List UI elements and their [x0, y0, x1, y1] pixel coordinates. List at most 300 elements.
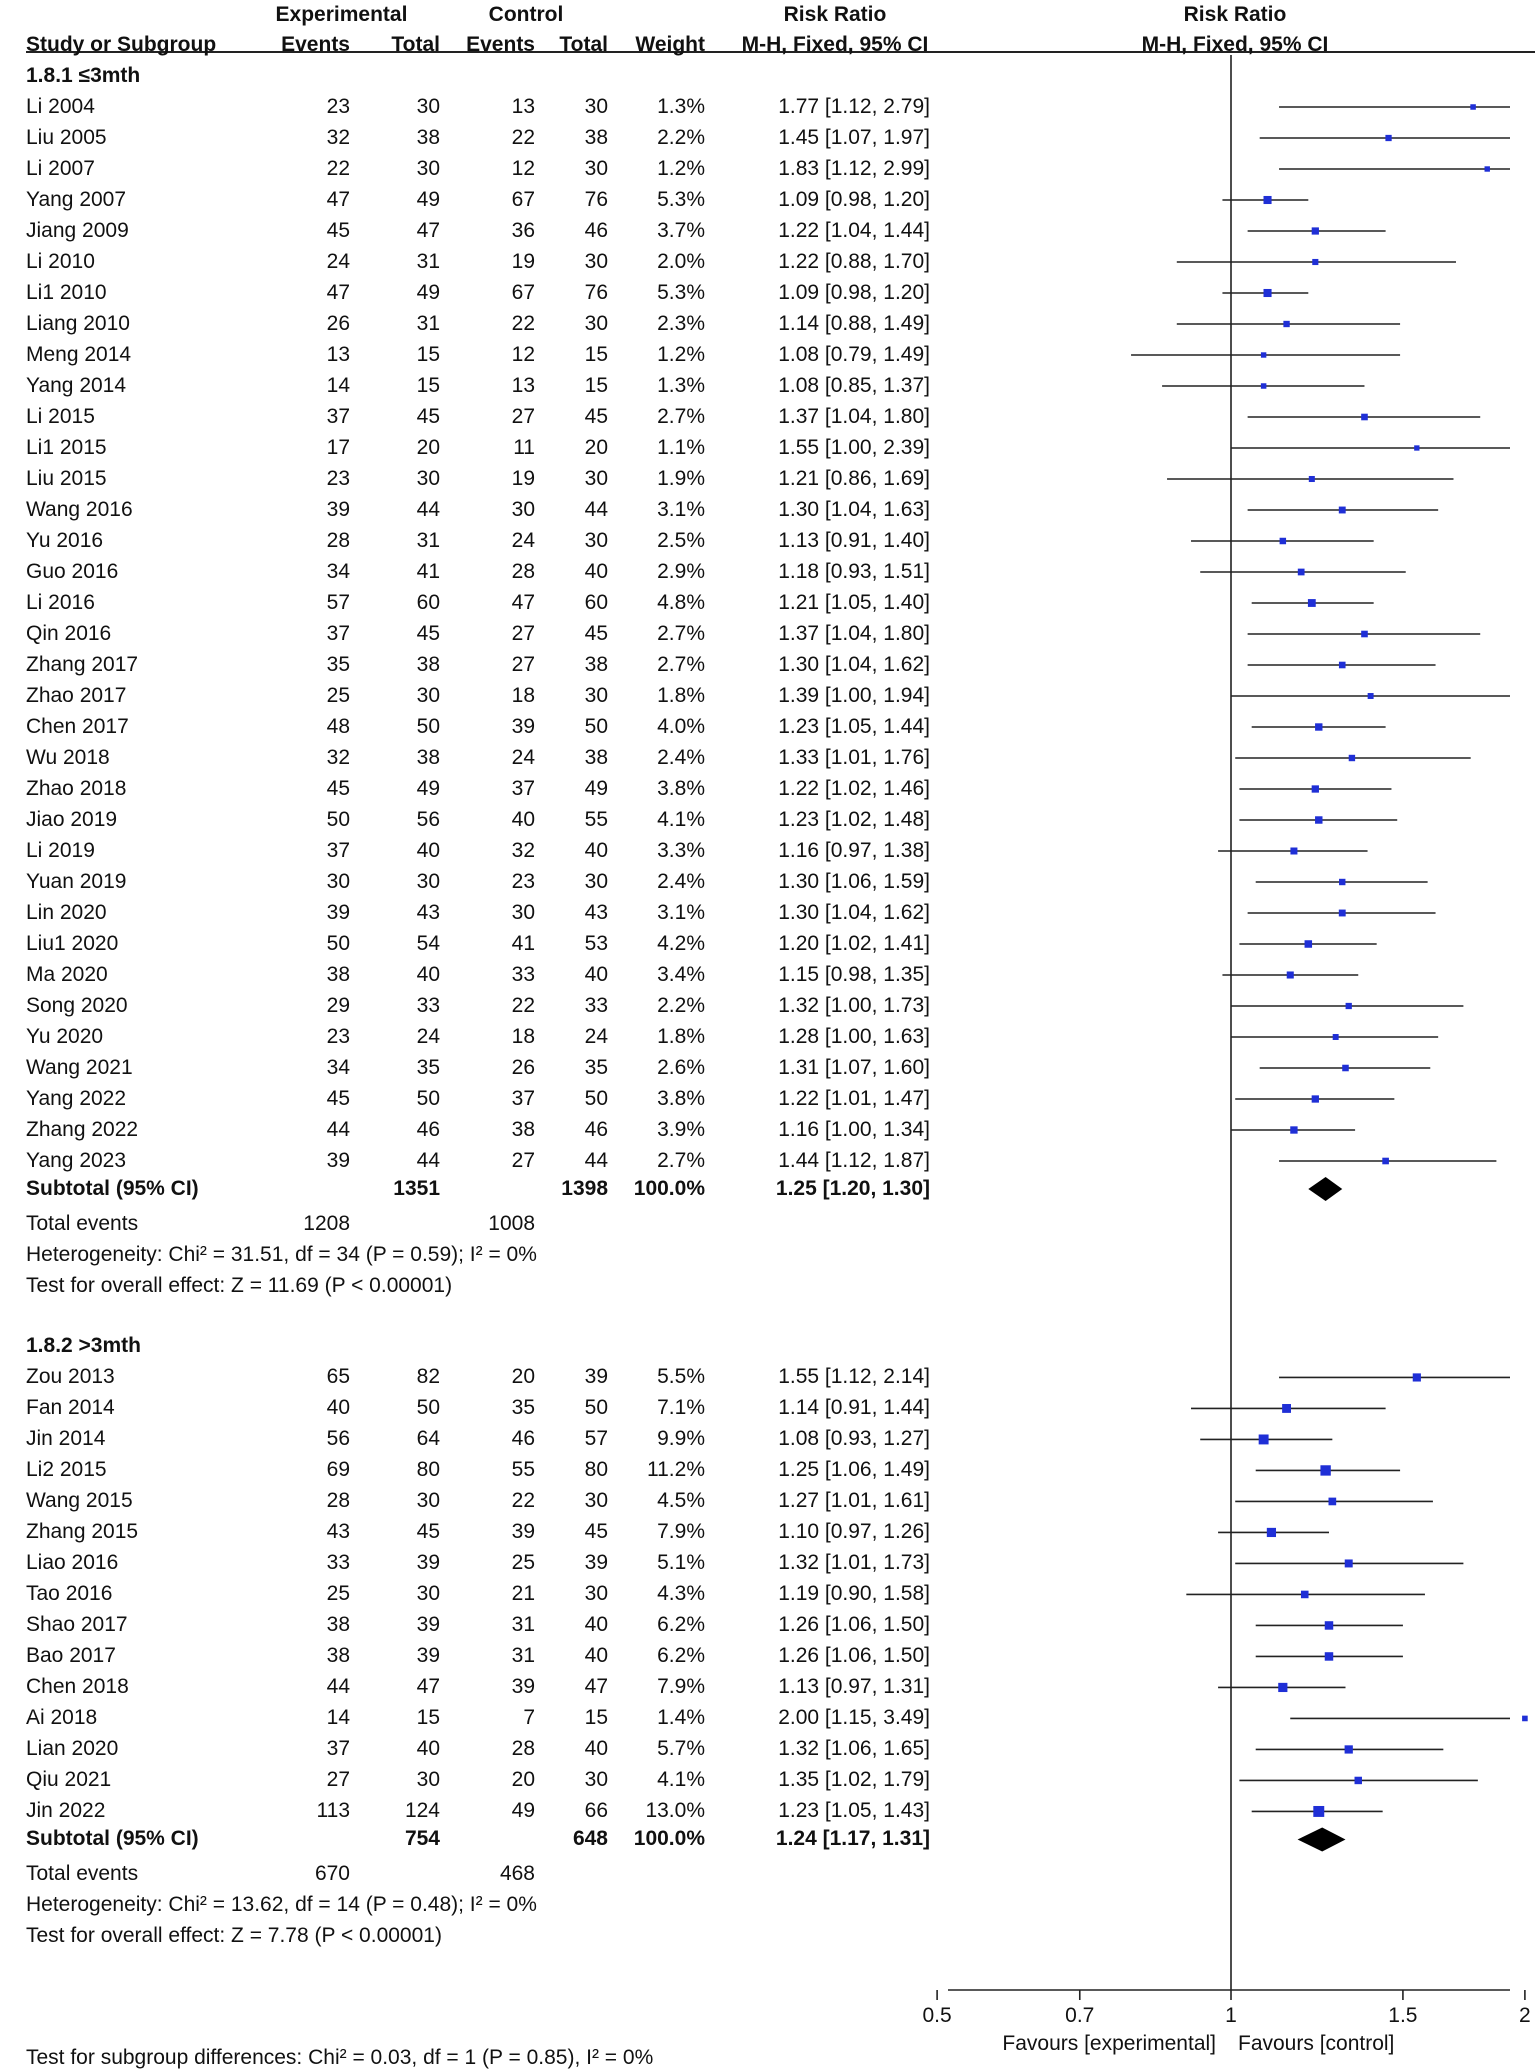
subgroup-2-study-row-9-marker — [1325, 1621, 1333, 1629]
subgroup-2-study-row-14-ci: 1.35 [1.02, 1.79] — [778, 1768, 930, 1792]
subgroup-1-study-row-21-exp-events: 48 — [326, 715, 350, 738]
subgroup-1-study-row-30-ctl-total: 33 — [584, 994, 608, 1017]
subgroup-1-study-row-33-study: Yang 2022 — [26, 1087, 127, 1110]
subgroup-1-overall-effect: Test for overall effect: Z = 11.69 (P < 0.00001) — [26, 1274, 453, 1297]
subgroup-1-study-row-31-ctl-events: 18 — [511, 1025, 535, 1048]
subgroup-2-study-row-2-weight: 7.1% — [657, 1396, 705, 1420]
subgroup-1-study-row-9-ctl-total: 15 — [584, 343, 608, 366]
subgroup-1-study-row-14-ctl-total: 44 — [584, 498, 608, 521]
subgroup-2-study-row-6-exp-events: 43 — [326, 1520, 350, 1544]
subgroup-1-study-row-32-weight: 2.6% — [657, 1056, 705, 1079]
subgroup-1-study-row-25-ci: 1.16 [0.97, 1.38] — [778, 839, 930, 862]
subgroup-2-total-events-exp: 670 — [314, 1862, 350, 1886]
subgroup-1-study-row-29-ctl-total: 40 — [584, 963, 608, 986]
subgroup-2-study-row-8-ctl-total: 30 — [584, 1582, 608, 1606]
subgroup-1-study-row-32-ctl-events: 26 — [511, 1056, 535, 1079]
subgroup-2-study-row-6-study: Zhang 2015 — [26, 1520, 139, 1544]
subgroup-2-heterogeneity: Heterogeneity: Chi² = 13.62, df = 14 (P = 0.48); I² = 0% — [26, 1893, 537, 1917]
subgroup-1-study-row-11-exp-total: 45 — [416, 405, 440, 428]
subgroup-1-study-row-35-ctl-total: 44 — [584, 1149, 608, 1172]
subgroup-2-study-row-2-study: Fan 2014 — [26, 1396, 115, 1420]
header-study-or-subgroup: Study or Subgroup — [26, 33, 217, 56]
subgroup-1-study-row-25-marker — [1290, 848, 1297, 855]
subgroup-2-total-events-label: Total events — [26, 1862, 139, 1886]
subgroup-1-study-row-8-weight: 2.3% — [657, 312, 705, 335]
subgroup-1-total-events-ctl: 1008 — [488, 1212, 535, 1235]
subgroup-2-study-row-8-ctl-events: 21 — [511, 1582, 535, 1606]
subgroup-1-study-row-28-study: Liu1 2020 — [26, 932, 119, 955]
subgroup-1-study-row-4-study: Yang 2007 — [26, 188, 127, 211]
subgroup-1-study-row-7-weight: 5.3% — [657, 281, 705, 304]
subgroup-1-total-events-exp: 1208 — [303, 1212, 350, 1235]
subgroup-1-study-row-13-ci: 1.21 [0.86, 1.69] — [778, 467, 930, 490]
subgroup-2-study-row-8-exp-total: 30 — [416, 1582, 440, 1606]
subgroup-2-study-row-5-ci: 1.27 [1.01, 1.61] — [778, 1489, 930, 1513]
subgroup-1-study-row-23-weight: 3.8% — [657, 777, 705, 800]
subgroup-1-study-row-16-exp-events: 34 — [326, 560, 350, 583]
subgroup-1-study-row-23-exp-total: 49 — [416, 777, 440, 800]
subgroup-2-study-row-7-study: Liao 2016 — [26, 1551, 119, 1575]
x-tick-label-0.5: 0.5 — [922, 2004, 952, 2027]
subgroup-2-study-row-6-weight: 7.9% — [657, 1520, 705, 1544]
subgroup-1-study-row-7-exp-events: 47 — [326, 281, 350, 304]
subgroup-1-study-row-15-exp-events: 28 — [326, 529, 350, 552]
subgroup-2-study-row-11-ctl-events: 39 — [511, 1675, 535, 1699]
subgroup-1-study-row-11-exp-events: 37 — [326, 405, 350, 428]
subgroup-1-study-row-5-ctl-events: 36 — [511, 219, 535, 242]
subgroup-1-study-row-18-ci: 1.37 [1.04, 1.80] — [778, 622, 930, 645]
subgroup-1-study-row-20-ctl-events: 18 — [511, 684, 535, 707]
subgroup-2-study-row-11-exp-events: 44 — [326, 1675, 350, 1699]
subgroup-1-study-row-35-ctl-events: 27 — [511, 1149, 535, 1172]
subgroup-1-study-row-17-marker — [1308, 599, 1316, 607]
subgroup-1-study-row-31-exp-events: 23 — [326, 1025, 350, 1048]
subgroup-2-study-row-15-ctl-events: 49 — [511, 1799, 535, 1823]
subgroup-1-study-row-9-study: Meng 2014 — [26, 343, 132, 366]
subgroup-1-study-row-14-exp-events: 39 — [326, 498, 350, 521]
subgroup-1-study-row-2-study: Liu 2005 — [26, 126, 107, 149]
subgroup-1-study-row-32-exp-events: 34 — [326, 1056, 350, 1079]
subgroup-1-study-row-19-marker — [1339, 662, 1346, 669]
subgroup-2-study-row-5-ctl-events: 22 — [511, 1489, 535, 1513]
subgroup-1-study-row-19-ctl-total: 38 — [584, 653, 608, 676]
subgroup-1-study-row-7-marker — [1264, 289, 1272, 297]
subgroup-2-study-row-11-ctl-total: 47 — [584, 1675, 608, 1699]
subgroup-2-study-row-1-weight: 5.5% — [657, 1365, 705, 1389]
subgroup-1-study-row-27-marker — [1339, 910, 1346, 917]
subgroup-2-study-row-13-marker — [1345, 1745, 1353, 1753]
subgroup-1-study-row-16-weight: 2.9% — [657, 560, 705, 583]
subgroup-2-study-row-5-study: Wang 2015 — [26, 1489, 133, 1513]
subgroup-2-study-row-7-marker — [1345, 1559, 1353, 1567]
subgroup-1-study-row-33-weight: 3.8% — [657, 1087, 705, 1110]
subgroup-1-study-row-34-ctl-total: 46 — [584, 1118, 608, 1141]
subgroup-1-study-row-35-exp-total: 44 — [416, 1149, 440, 1172]
subgroup-1-study-row-6-study: Li 2010 — [26, 250, 95, 273]
subgroup-1-study-row-10-exp-events: 14 — [326, 374, 350, 397]
subgroup-1-study-row-2-exp-events: 32 — [326, 126, 350, 149]
subgroup-1-study-row-6-marker — [1312, 259, 1318, 265]
subgroup-1-study-row-9-ctl-events: 12 — [511, 343, 535, 366]
subgroup-1-study-row-13-exp-total: 30 — [416, 467, 440, 490]
subgroup-2-study-row-8-study: Tao 2016 — [26, 1582, 113, 1606]
subgroup-1-study-row-8-marker — [1283, 321, 1289, 327]
subgroup-1-study-row-34-exp-total: 46 — [416, 1118, 440, 1141]
subgroup-1-study-row-21-study: Chen 2017 — [26, 715, 129, 738]
subgroup-1-study-row-30-ctl-events: 22 — [511, 994, 535, 1017]
subgroup-1-study-row-1-ctl-events: 13 — [511, 95, 535, 118]
subgroup-1-study-row-5-study: Jiang 2009 — [26, 219, 129, 242]
subgroup-1-study-row-1-exp-total: 30 — [416, 95, 440, 118]
x-tick-label-1.5: 1.5 — [1388, 2004, 1418, 2027]
subgroup-2-study-row-7-weight: 5.1% — [657, 1551, 705, 1575]
x-tick-label-0.7: 0.7 — [1065, 2004, 1095, 2027]
subgroup-1-study-row-18-ctl-events: 27 — [511, 622, 535, 645]
subgroup-2-study-row-2-ctl-total: 50 — [584, 1396, 608, 1420]
subgroup-2-study-row-1-marker — [1413, 1373, 1421, 1381]
subgroup-1-study-row-13-marker — [1309, 476, 1315, 482]
subgroup-1-study-row-25-ctl-events: 32 — [511, 839, 535, 862]
subgroup-1-study-row-16-study: Guo 2016 — [26, 560, 119, 583]
subgroup-2-study-row-11-ci: 1.13 [0.97, 1.31] — [778, 1675, 930, 1699]
subgroup-1-study-row-22-exp-events: 32 — [326, 746, 350, 769]
subgroup-2-study-row-2-marker — [1282, 1404, 1291, 1413]
subgroup-2-study-row-9-study: Shao 2017 — [26, 1613, 128, 1637]
subgroup-2-study-row-13-weight: 5.7% — [657, 1737, 705, 1761]
subgroup-2-study-row-15-ci: 1.23 [1.05, 1.43] — [778, 1799, 930, 1823]
subgroup-1-study-row-4-ctl-total: 76 — [584, 188, 608, 211]
subgroup-1-study-row-32-exp-total: 35 — [416, 1056, 440, 1079]
subgroup-1-study-row-5-weight: 3.7% — [657, 219, 705, 242]
subgroup-2-study-row-9-exp-total: 39 — [416, 1613, 440, 1637]
subgroup-2-study-row-7-ctl-events: 25 — [511, 1551, 535, 1575]
subgroup-1-study-row-5-marker — [1312, 227, 1319, 234]
subgroup-2-study-row-13-ctl-total: 40 — [584, 1737, 608, 1761]
subgroup-1-study-row-7-ctl-total: 76 — [584, 281, 608, 304]
subgroup-1-study-row-12-marker — [1414, 445, 1419, 450]
header-total-experimental: Total — [391, 33, 440, 56]
subgroup-1-study-row-33-marker — [1312, 1095, 1319, 1102]
subgroup-1-study-row-15-ci: 1.13 [0.91, 1.40] — [778, 529, 930, 552]
subgroup-1-study-row-29-exp-events: 38 — [326, 963, 350, 986]
subgroup-2-study-row-13-exp-total: 40 — [416, 1737, 440, 1761]
subgroup-1-study-row-6-ci: 1.22 [0.88, 1.70] — [778, 250, 930, 273]
subgroup-1-study-row-14-exp-total: 44 — [416, 498, 440, 521]
subgroup-1-study-row-28-weight: 4.2% — [657, 932, 705, 955]
subgroup-1-study-row-23-study: Zhao 2018 — [26, 777, 127, 800]
subgroup-2-study-row-1-exp-events: 65 — [326, 1365, 350, 1389]
subgroup-1-study-row-1-marker — [1470, 104, 1476, 110]
subgroup-1-study-row-17-ctl-events: 47 — [511, 591, 535, 614]
subgroup-1-study-row-29-marker — [1287, 971, 1294, 978]
subgroup-1-study-row-14-weight: 3.1% — [657, 498, 705, 521]
subgroup-1-study-row-11-ctl-total: 45 — [584, 405, 608, 428]
subgroup-1-study-row-2-marker — [1385, 135, 1391, 141]
subgroup-1-study-row-11-ci: 1.37 [1.04, 1.80] — [778, 405, 930, 428]
subgroup-2-overall-effect: Test for overall effect: Z = 7.78 (P < 0.00001) — [26, 1924, 442, 1948]
subgroup-1-label: 1.8.1 ≤3mth — [26, 64, 141, 87]
subgroup-1-total-events-label: Total events — [26, 1212, 139, 1235]
subgroup-1-study-row-19-exp-total: 38 — [416, 653, 440, 676]
subgroup-1-study-row-10-ctl-events: 13 — [511, 374, 535, 397]
subgroup-1-study-row-24-ctl-total: 55 — [584, 808, 608, 831]
subgroup-1-study-row-20-weight: 1.8% — [657, 684, 705, 707]
subgroup-2-study-row-2-ci: 1.14 [0.91, 1.44] — [778, 1396, 930, 1420]
subgroup-1-subtotal-weight: 100.0% — [633, 1177, 705, 1200]
subgroup-1-study-row-21-marker — [1315, 723, 1322, 730]
subgroup-2-study-row-12-weight: 1.4% — [657, 1706, 705, 1730]
subgroup-1-study-row-9-exp-total: 15 — [416, 343, 440, 366]
header-risk-ratio-left: Risk Ratio — [783, 3, 887, 26]
subgroup-1-study-row-17-ctl-total: 60 — [584, 591, 608, 614]
subgroup-1-study-row-3-weight: 1.2% — [657, 157, 705, 180]
subgroup-2-study-row-10-ctl-events: 31 — [511, 1644, 535, 1668]
subgroup-2-study-row-12-marker — [1522, 1716, 1528, 1722]
subgroup-2-study-row-15-weight: 13.0% — [645, 1799, 705, 1823]
subgroup-1-study-row-28-ctl-total: 53 — [584, 932, 608, 955]
subgroup-1-study-row-12-exp-events: 17 — [326, 436, 350, 459]
subgroup-1-study-row-22-weight: 2.4% — [657, 746, 705, 769]
subgroup-1-study-row-21-ctl-total: 50 — [584, 715, 608, 738]
subgroup-1-study-row-16-exp-total: 41 — [416, 560, 440, 583]
subgroup-1-study-row-10-weight: 1.3% — [657, 374, 705, 397]
subgroup-1-study-row-26-ctl-events: 23 — [511, 870, 535, 893]
subgroup-1-study-row-12-ci: 1.55 [1.00, 2.39] — [778, 436, 930, 459]
subgroup-2-label: 1.8.2 >3mth — [26, 1334, 141, 1358]
subgroup-1-study-row-12-ctl-total: 20 — [584, 436, 608, 459]
subgroup-1-study-row-21-exp-total: 50 — [416, 715, 440, 738]
subgroup-1-study-row-28-ctl-events: 41 — [511, 932, 535, 955]
header-events-experimental: Events — [281, 33, 350, 56]
subgroup-1-study-row-13-exp-events: 23 — [326, 467, 350, 490]
subgroup-1-study-row-14-ctl-events: 30 — [511, 498, 535, 521]
subgroup-1-study-row-28-ci: 1.20 [1.02, 1.41] — [778, 932, 930, 955]
subgroup-1-study-row-13-ctl-events: 19 — [511, 467, 535, 490]
subgroup-2-study-row-8-exp-events: 25 — [326, 1582, 350, 1606]
subgroup-1-subtotal-label: Subtotal (95% CI) — [26, 1177, 199, 1200]
subgroup-2-study-row-8-marker — [1301, 1591, 1309, 1599]
subgroup-1-study-row-4-marker — [1264, 196, 1272, 204]
subgroup-2-study-row-13-study: Lian 2020 — [26, 1737, 119, 1761]
favours-control-label: Favours [control] — [1238, 2032, 1395, 2055]
subgroup-1-study-row-17-exp-events: 57 — [326, 591, 350, 614]
subgroup-1-study-row-27-exp-total: 43 — [416, 901, 440, 924]
subgroup-1-study-row-7-exp-total: 49 — [416, 281, 440, 304]
subgroup-1-study-row-8-study: Liang 2010 — [26, 312, 130, 335]
subgroup-1-study-row-33-exp-total: 50 — [416, 1087, 440, 1110]
subgroup-1-study-row-1-study: Li 2004 — [26, 95, 95, 118]
subgroup-1-study-row-27-exp-events: 39 — [326, 901, 350, 924]
subgroup-1-study-row-31-exp-total: 24 — [416, 1025, 440, 1048]
subgroup-1-study-row-22-marker — [1349, 755, 1355, 761]
subgroup-1-study-row-22-ci: 1.33 [1.01, 1.76] — [778, 746, 930, 769]
subgroup-1-study-row-1-exp-events: 23 — [326, 95, 350, 118]
subgroup-1-study-row-3-study: Li 2007 — [26, 157, 95, 180]
subgroup-1-study-row-10-exp-total: 15 — [416, 374, 440, 397]
subgroup-2-study-row-9-ci: 1.26 [1.06, 1.50] — [778, 1613, 930, 1637]
subgroup-2-study-row-11-weight: 7.9% — [657, 1675, 705, 1699]
subgroup-1-study-row-1-ctl-total: 30 — [584, 95, 608, 118]
subgroup-2-study-row-1-exp-total: 82 — [416, 1365, 440, 1389]
subgroup-1-study-row-26-exp-events: 30 — [326, 870, 350, 893]
subgroup-1-study-row-8-exp-events: 26 — [326, 312, 350, 335]
header-total-control: Total — [559, 33, 608, 56]
subgroup-2-study-row-3-exp-total: 64 — [416, 1427, 440, 1451]
subgroup-1-study-row-10-ci: 1.08 [0.85, 1.37] — [778, 374, 930, 397]
subgroup-1-study-row-24-weight: 4.1% — [657, 808, 705, 831]
subgroup-1-study-row-26-weight: 2.4% — [657, 870, 705, 893]
subgroup-1-study-row-18-study: Qin 2016 — [26, 622, 112, 645]
subgroup-1-study-row-20-ci: 1.39 [1.00, 1.94] — [778, 684, 930, 707]
subgroup-1-study-row-24-ctl-events: 40 — [511, 808, 535, 831]
subgroup-1-study-row-6-ctl-total: 30 — [584, 250, 608, 273]
subgroup-1-study-row-3-ci: 1.83 [1.12, 2.99] — [778, 157, 930, 180]
subgroup-1-study-row-13-weight: 1.9% — [657, 467, 705, 490]
subgroup-1-study-row-18-weight: 2.7% — [657, 622, 705, 645]
subgroup-2-study-row-7-exp-total: 39 — [416, 1551, 440, 1575]
subgroup-1-study-row-24-exp-events: 50 — [326, 808, 350, 831]
subgroup-1-study-row-26-exp-total: 30 — [416, 870, 440, 893]
subgroup-2-study-row-3-exp-events: 56 — [326, 1427, 350, 1451]
subgroup-1-study-row-2-ci: 1.45 [1.07, 1.97] — [778, 126, 930, 149]
subgroup-1-study-row-15-study: Yu 2016 — [26, 529, 104, 552]
subgroup-2-study-row-6-ctl-events: 39 — [511, 1520, 535, 1544]
subgroup-1-study-row-34-ci: 1.16 [1.00, 1.34] — [778, 1118, 930, 1141]
subgroup-1-study-row-30-marker — [1346, 1003, 1352, 1009]
subgroup-2-study-row-9-exp-events: 38 — [326, 1613, 350, 1637]
subgroup-2-study-row-4-study: Li2 2015 — [26, 1458, 107, 1482]
subgroup-1-study-row-25-exp-total: 40 — [416, 839, 440, 862]
subgroup-1-study-row-23-ci: 1.22 [1.02, 1.46] — [778, 777, 930, 800]
subgroup-1-study-row-4-ci: 1.09 [0.98, 1.20] — [778, 188, 930, 211]
subgroup-1-study-row-16-ctl-total: 40 — [584, 560, 608, 583]
subgroup-2-subtotal-weight: 100.0% — [633, 1827, 705, 1851]
subgroup-1-study-row-17-study: Li 2016 — [26, 591, 95, 614]
subgroup-1-study-row-27-ctl-events: 30 — [511, 901, 535, 924]
subgroup-2-study-row-12-study: Ai 2018 — [26, 1706, 98, 1730]
subgroup-1-study-row-27-ci: 1.30 [1.04, 1.62] — [778, 901, 930, 924]
subgroup-2-study-row-8-weight: 4.3% — [657, 1582, 705, 1606]
subgroup-2-study-row-10-marker — [1325, 1652, 1333, 1660]
subgroup-1-study-row-19-exp-events: 35 — [326, 653, 350, 676]
subgroup-2-study-row-12-ctl-total: 15 — [584, 1706, 608, 1730]
subgroup-1-study-row-32-marker — [1342, 1065, 1349, 1072]
subgroup-1-study-row-6-weight: 2.0% — [657, 250, 705, 273]
subgroup-1-study-row-31-study: Yu 2020 — [26, 1025, 104, 1048]
subgroup-1-study-row-5-ci: 1.22 [1.04, 1.44] — [778, 219, 930, 242]
subgroup-1-study-row-25-weight: 3.3% — [657, 839, 705, 862]
subgroup-1-study-row-35-study: Yang 2023 — [26, 1149, 127, 1172]
subgroup-1-study-row-23-marker — [1312, 785, 1319, 792]
subgroup-2-subtotal-label: Subtotal (95% CI) — [26, 1827, 199, 1851]
subgroup-1-study-row-30-ci: 1.32 [1.00, 1.73] — [778, 994, 930, 1017]
subgroup-2-study-row-1-study: Zou 2013 — [26, 1365, 115, 1389]
subgroup-2-study-row-14-ctl-events: 20 — [511, 1768, 535, 1792]
subgroup-1-study-row-22-study: Wu 2018 — [26, 746, 110, 769]
subgroup-1-study-row-23-exp-events: 45 — [326, 777, 350, 800]
subgroup-1-study-row-27-study: Lin 2020 — [26, 901, 107, 924]
subgroup-1-study-row-2-ctl-total: 38 — [584, 126, 608, 149]
subgroup-2-study-row-5-ctl-total: 30 — [584, 1489, 608, 1513]
header-control: Control — [488, 3, 564, 26]
subgroup-2-study-row-5-weight: 4.5% — [657, 1489, 705, 1513]
subgroup-2-study-row-12-exp-events: 14 — [326, 1706, 350, 1730]
subgroup-1-study-row-14-study: Wang 2016 — [26, 498, 133, 521]
subgroup-2-subtotal-exp-total: 754 — [404, 1827, 440, 1851]
subgroup-2-study-row-3-weight: 9.9% — [657, 1427, 705, 1451]
subgroup-2-study-row-13-exp-events: 37 — [326, 1737, 350, 1761]
subgroup-1-study-row-12-ctl-events: 11 — [513, 436, 535, 459]
subgroup-1-study-row-28-exp-total: 54 — [416, 932, 440, 955]
subgroup-2-subtotal-ci: 1.24 [1.17, 1.31] — [775, 1827, 930, 1851]
subgroup-2-study-row-10-ctl-total: 40 — [584, 1644, 608, 1668]
subgroup-1-study-row-2-ctl-events: 22 — [511, 126, 535, 149]
subgroup-1-study-row-24-marker — [1315, 816, 1322, 823]
subgroup-1-study-row-14-ci: 1.30 [1.04, 1.63] — [778, 498, 930, 521]
subgroup-2-study-row-1-ci: 1.55 [1.12, 2.14] — [778, 1365, 930, 1389]
subgroup-2-study-row-4-weight: 11.2% — [647, 1458, 705, 1482]
subgroup-1-study-row-20-exp-total: 30 — [416, 684, 440, 707]
subgroup-1-study-row-28-marker — [1305, 940, 1313, 948]
subgroup-2-study-row-6-marker — [1267, 1528, 1276, 1537]
subgroup-1-study-row-9-marker — [1261, 352, 1266, 357]
subgroup-1-study-row-27-ctl-total: 43 — [584, 901, 608, 924]
subgroup-1-study-row-34-exp-events: 44 — [326, 1118, 350, 1141]
subgroup-1-study-row-4-exp-events: 47 — [326, 188, 350, 211]
subgroup-1-subtotal-diamond — [1308, 1177, 1342, 1201]
subgroup-1-study-row-27-weight: 3.1% — [657, 901, 705, 924]
subgroup-1-study-row-21-ci: 1.23 [1.05, 1.44] — [778, 715, 930, 738]
subgroup-1-study-row-30-exp-events: 29 — [326, 994, 350, 1017]
subgroup-2-study-row-10-weight: 6.2% — [657, 1644, 705, 1668]
subgroup-1-study-row-16-ci: 1.18 [0.93, 1.51] — [778, 560, 930, 583]
subgroup-2-study-row-1-ctl-events: 20 — [511, 1365, 535, 1389]
subgroup-2-study-row-12-ci: 2.00 [1.15, 3.49] — [778, 1706, 930, 1730]
subgroup-1-study-row-26-ctl-total: 30 — [584, 870, 608, 893]
subgroup-1-study-row-6-exp-events: 24 — [326, 250, 350, 273]
subgroup-1-subtotal-ci: 1.25 [1.20, 1.30] — [775, 1177, 930, 1200]
subgroup-2-study-row-14-weight: 4.1% — [657, 1768, 705, 1792]
subgroup-2-study-row-4-ci: 1.25 [1.06, 1.49] — [778, 1458, 930, 1482]
subgroup-1-study-row-4-ctl-events: 67 — [511, 188, 535, 211]
subgroup-2-study-row-10-exp-events: 38 — [326, 1644, 350, 1668]
subgroup-1-study-row-20-exp-events: 25 — [326, 684, 350, 707]
subgroup-1-study-row-22-ctl-events: 24 — [511, 746, 535, 769]
subgroup-1-study-row-17-weight: 4.8% — [657, 591, 705, 614]
subgroup-differences-test: Test for subgroup differences: Chi² = 0.03, df = 1 (P = 0.85), I² = 0% — [26, 2046, 654, 2069]
subgroup-2-study-row-4-ctl-total: 80 — [584, 1458, 608, 1482]
subgroup-1-study-row-3-ctl-total: 30 — [584, 157, 608, 180]
header-method-left: M-H, Fixed, 95% CI — [741, 33, 929, 56]
subgroup-1-study-row-6-ctl-events: 19 — [511, 250, 535, 273]
subgroup-2-study-row-2-exp-events: 40 — [326, 1396, 350, 1420]
subgroup-1-study-row-3-exp-events: 22 — [326, 157, 350, 180]
subgroup-1-study-row-4-exp-total: 49 — [416, 188, 440, 211]
subgroup-1-study-row-20-ctl-total: 30 — [584, 684, 608, 707]
subgroup-1-study-row-34-marker — [1290, 1126, 1297, 1133]
subgroup-2-study-row-6-ci: 1.10 [0.97, 1.26] — [778, 1520, 930, 1544]
subgroup-1-study-row-3-ctl-events: 12 — [511, 157, 535, 180]
subgroup-1-study-row-24-exp-total: 56 — [416, 808, 440, 831]
subgroup-1-study-row-7-ci: 1.09 [0.98, 1.20] — [778, 281, 930, 304]
subgroup-1-study-row-18-marker — [1361, 631, 1368, 638]
subgroup-2-study-row-15-exp-total: 124 — [404, 1799, 440, 1823]
subgroup-1-study-row-18-exp-events: 37 — [326, 622, 350, 645]
subgroup-1-study-row-11-marker — [1361, 414, 1368, 421]
subgroup-1-study-row-1-weight: 1.3% — [657, 95, 705, 118]
subgroup-1-study-row-13-ctl-total: 30 — [584, 467, 608, 490]
subgroup-1-study-row-16-ctl-events: 28 — [511, 560, 535, 583]
